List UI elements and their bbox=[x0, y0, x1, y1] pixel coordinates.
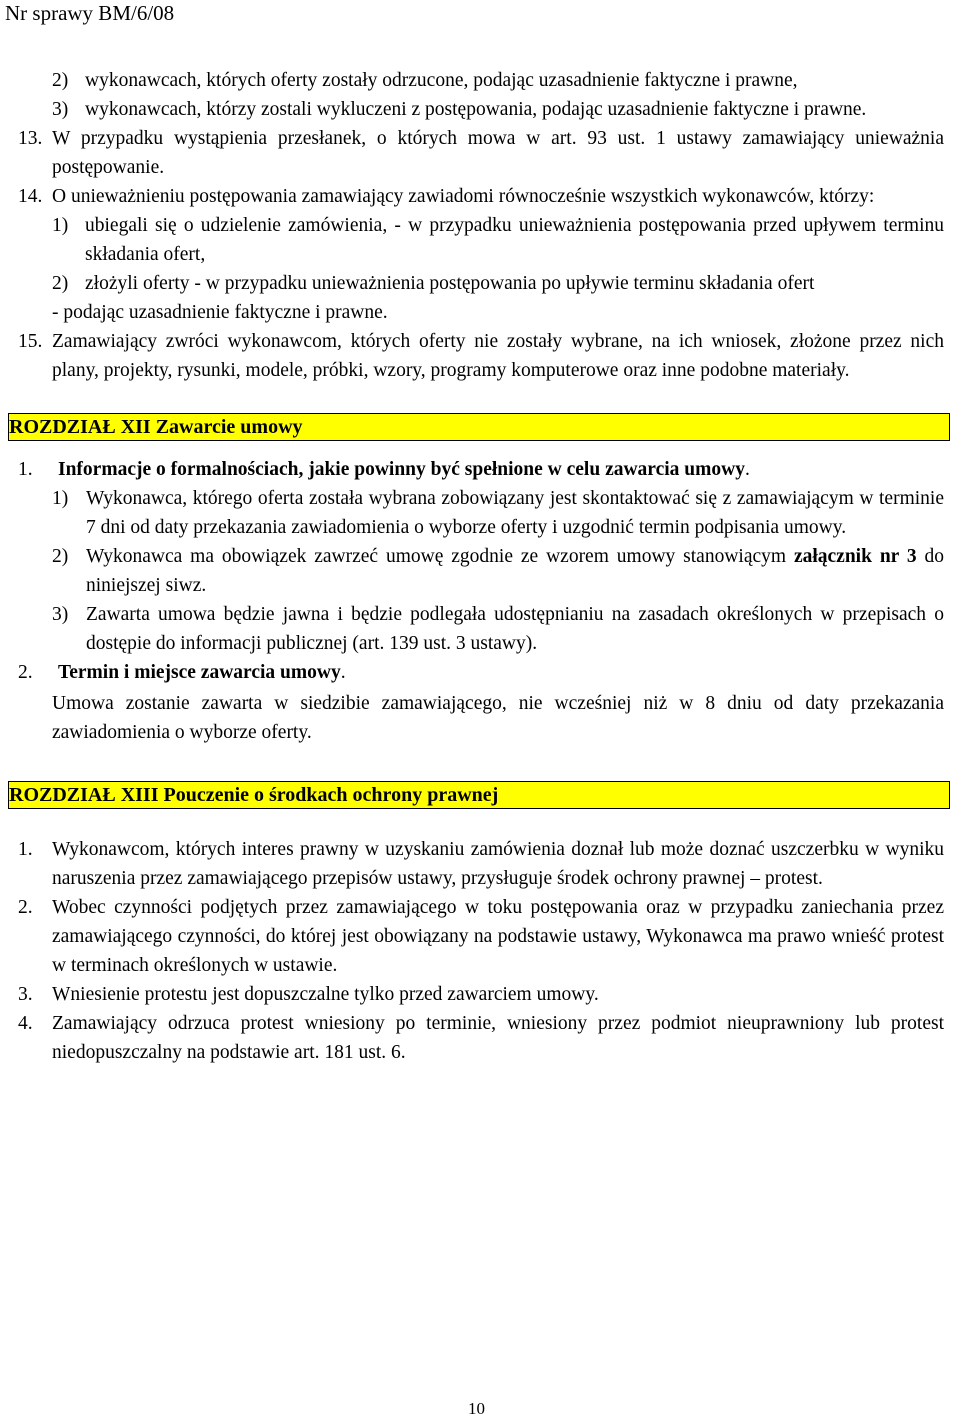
list-item-number: 13. bbox=[18, 128, 43, 149]
list-item-number: 3. bbox=[18, 984, 33, 1005]
list-item-title bbox=[18, 658, 944, 687]
list-item-text: wykonawcach, którzy zostali wykluczeni z postępowania, podając uzasadnienie faktyczne i prawne. bbox=[85, 99, 867, 120]
list-item bbox=[18, 835, 944, 893]
list-item-text: Zawarta umowa będzie jawna i będzie podlegała udostępnianiu na zasadach określonych w przepisach o dostępie do informacji publicznej (art. 139 ust. 3 ustawy). bbox=[86, 604, 944, 654]
list-item-number: 3) bbox=[52, 99, 69, 120]
list-item-number: 1) bbox=[52, 215, 69, 236]
list-item-title bbox=[18, 455, 944, 484]
title-period: . bbox=[340, 662, 346, 683]
closing-text: - podając uzasadnienie faktyczne i prawne. bbox=[52, 302, 388, 323]
list-item bbox=[18, 980, 944, 1009]
section-title: Termin i miejsce zawarcia umowy bbox=[58, 662, 341, 683]
list-item-text: O unieważnieniu postępowania zamawiający zawiadomi równocześnie wszystkich wykonawców, którzy: bbox=[52, 186, 875, 207]
list-item-number: 2) bbox=[52, 546, 69, 567]
list-item-number: 14. bbox=[18, 186, 43, 207]
list-item-text: Wniesienie protestu jest dopuszczalne tylko przed zawarciem umowy. bbox=[52, 984, 599, 1005]
list-item bbox=[18, 211, 944, 269]
list-item bbox=[18, 542, 944, 600]
chapter-heading bbox=[8, 781, 950, 809]
list-item bbox=[18, 484, 944, 542]
list-item-number: 2. bbox=[18, 662, 33, 683]
list-item bbox=[18, 182, 944, 211]
list-item bbox=[18, 1009, 944, 1067]
list-item-text: Zamawiający odrzuca protest wniesiony po terminie, wniesiony przez podmiot nieuprawniony lub protest niedopuszczalny na podstawie art. 181 ust. 6. bbox=[52, 1013, 944, 1063]
list-item-text bbox=[52, 542, 944, 600]
list-item bbox=[18, 455, 944, 484]
list-item bbox=[18, 327, 944, 385]
list-item-text: ubiegali się o udzielenie zamówienia, - w przypadku unieważnienia postępowania przed upływem terminu składania ofert, bbox=[85, 215, 944, 265]
list-item bbox=[18, 124, 944, 182]
text-part: do niniejszej siwz. bbox=[86, 546, 945, 596]
list-item bbox=[18, 269, 944, 298]
list-item-text: Wykonawca, którego oferta została wybrana zobowiązany jest skontaktować się z zamawiającym w terminie 7 dni od daty przekazania zawiadomienia o wyborze oferty i uzgodnić termin podpisania umowy. bbox=[86, 488, 944, 538]
list-item-number: 2) bbox=[52, 70, 69, 91]
list-item bbox=[18, 658, 944, 687]
list-item-number: 1. bbox=[18, 839, 33, 860]
list-item-text: złożyli oferty - w przypadku unieważnienia postępowania po upływie terminu składania ofert bbox=[85, 273, 815, 294]
chapter-heading-text: ROZDZIAŁ XIII Pouczenie o środkach ochrony prawnej bbox=[9, 784, 499, 806]
list-item-text: Wykonawcom, których interes prawny w uzyskaniu zamówienia doznał lub może doznać uszczerbku w wyniku naruszenia przez zamawiającego przepisów ustawy, przysługuje środek ochrony prawnej – protest. bbox=[52, 839, 944, 889]
paragraph: Umowa zostanie zawarta w siedzibie zamawiającego, nie wcześniej niż w 8 dniu od daty przekazania zawiadomienia o wyborze oferty. bbox=[52, 693, 944, 743]
text-part: Wykonawca ma obowiązek zawrzeć umowę zgodnie ze wzorem umowy stanowiącym bbox=[86, 546, 787, 567]
document-body bbox=[9, 66, 945, 1067]
list-item-number: 1) bbox=[52, 488, 69, 509]
list-item bbox=[18, 95, 944, 124]
list-item-number: 4. bbox=[18, 1013, 33, 1034]
case-number-header: Nr sprawy BM/6/08 bbox=[5, 1, 175, 25]
list-item-number: 2. bbox=[18, 897, 33, 918]
list-item-number: 2) bbox=[52, 273, 69, 294]
list-item-text: W przypadku wystąpienia przesłanek, o których mowa w art. 93 ust. 1 ustawy zamawiający unieważnia postępowanie. bbox=[52, 128, 944, 178]
chapter-heading-text: ROZDZIAŁ XII Zawarcie umowy bbox=[9, 416, 303, 438]
list-item-text: Zamawiający zwróci wykonawcom, których oferty nie zostały wybrane, na ich wniosek, złożone przez nich plany, projekty, rysunki, modele, próbki, wzory, programy komputerowe oraz inne podobne materiały. bbox=[52, 331, 944, 381]
list-item-text: Wobec czynności podjętych przez zamawiającego w toku postępowania oraz w przypadku zaniechania przez zamawiającego czynności, do której jest obowiązany na podstawie ustawy, Wykonawca ma prawo wnieść protest w terminach określonych w ustawie. bbox=[52, 897, 944, 976]
title-period: . bbox=[744, 459, 750, 480]
list-item-number: 15. bbox=[18, 331, 43, 352]
attachment-reference: załącznik nr 3 bbox=[793, 546, 917, 567]
list-item bbox=[18, 600, 944, 658]
list-item-text: wykonawcach, których oferty zostały odrzucone, podając uzasadnienie faktyczne i prawne, bbox=[85, 70, 798, 91]
list-item bbox=[18, 66, 944, 95]
chapter-heading bbox=[8, 413, 950, 441]
list-item-number: 1. bbox=[18, 459, 33, 480]
section-title: Informacje o formalnościach, jakie powinny być spełnione w celu zawarcia umowy bbox=[58, 459, 745, 480]
list-item-number: 3) bbox=[52, 604, 69, 625]
list-item bbox=[18, 893, 944, 980]
page-number: 10 bbox=[468, 1399, 485, 1418]
